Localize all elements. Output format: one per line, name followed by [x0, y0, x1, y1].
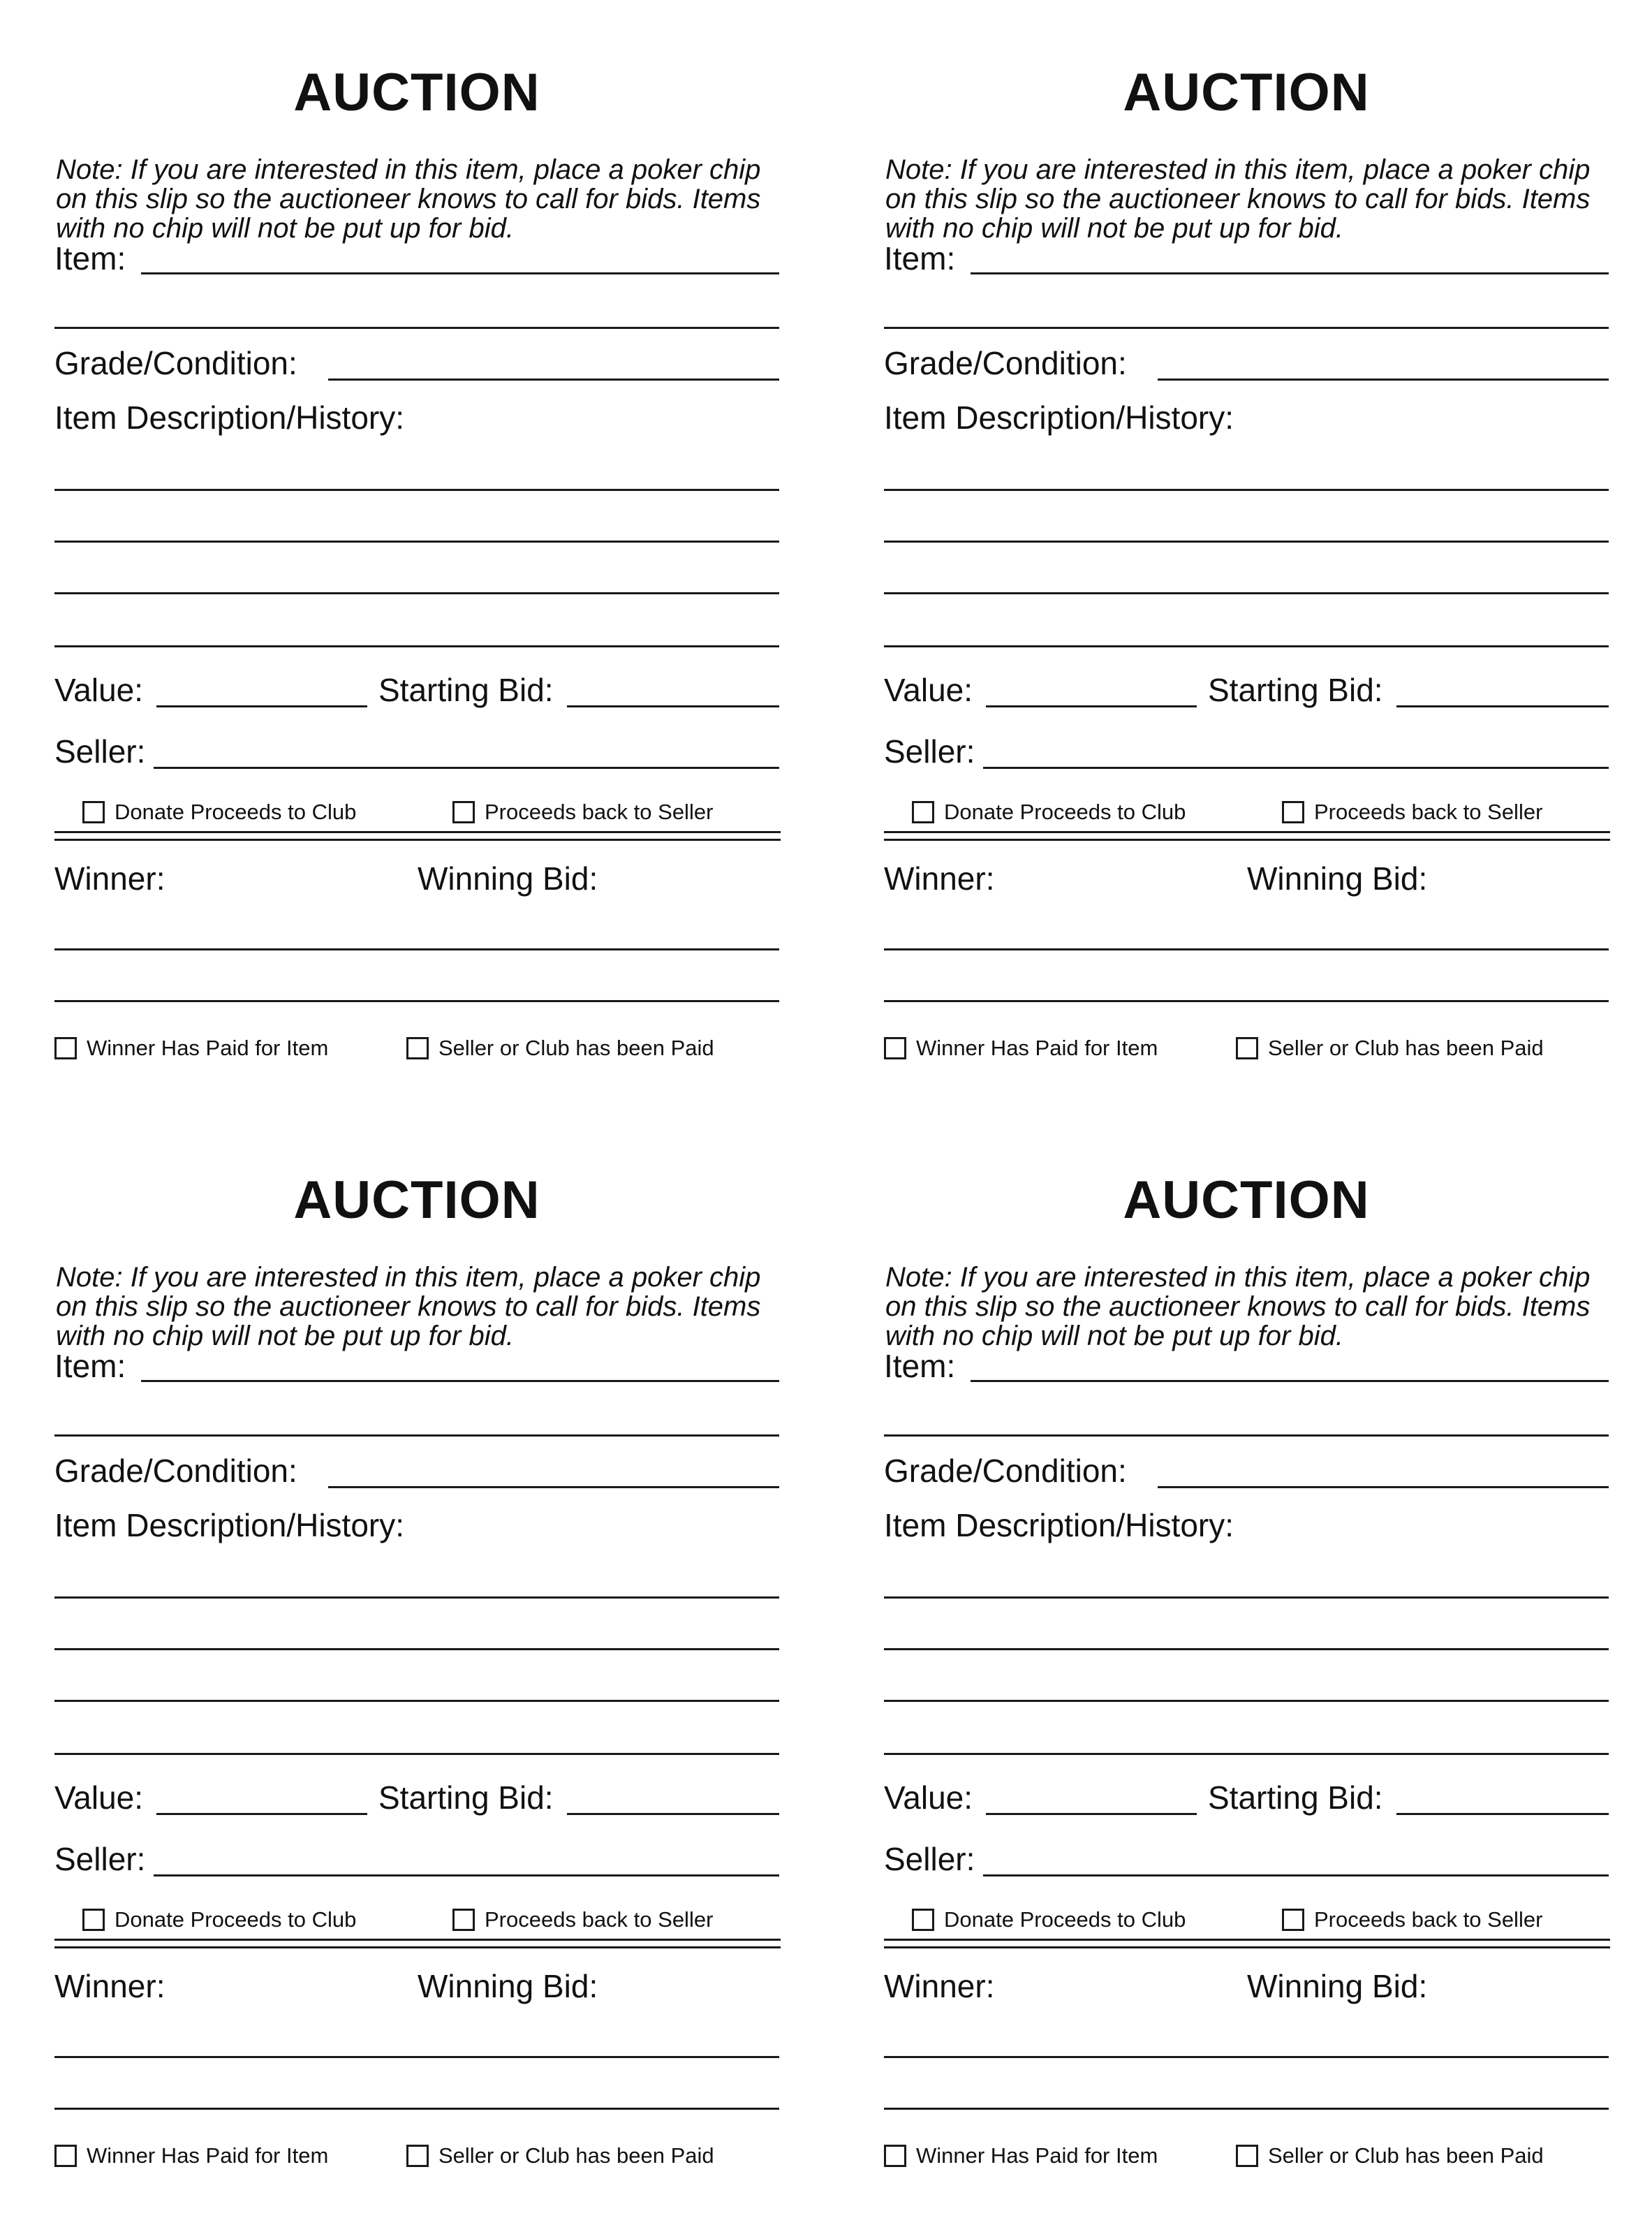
checkbox-icon — [1236, 2145, 1258, 2167]
proceeds-checkbox[interactable] — [452, 799, 713, 825]
winner-line-2[interactable] — [884, 1000, 1609, 1002]
grade-line[interactable] — [328, 379, 779, 381]
winner-paid-checkbox[interactable] — [54, 1035, 328, 1062]
winner-paid-label: Winner Has Paid for Item — [916, 1036, 1158, 1060]
grade-label: Grade/Condition: — [54, 1453, 297, 1489]
value-line[interactable] — [986, 1813, 1197, 1815]
description-line-2[interactable] — [884, 541, 1609, 543]
value-line[interactable] — [986, 705, 1197, 707]
seller-paid-checkbox[interactable] — [406, 1035, 714, 1062]
winner-line-2[interactable] — [884, 2108, 1609, 2110]
section-divider — [54, 831, 781, 841]
donate-checkbox[interactable] — [82, 1907, 356, 1933]
description-line-3[interactable] — [54, 1700, 779, 1702]
seller-line[interactable] — [154, 767, 779, 769]
seller-line[interactable] — [983, 1874, 1609, 1877]
auction-slip-bottom-left — [54, 1170, 779, 2218]
section-divider — [884, 831, 1610, 841]
proceeds-checkbox[interactable] — [1282, 1907, 1542, 1933]
value-label: Value: — [54, 672, 144, 708]
grade-label: Grade/Condition: — [54, 345, 297, 381]
starting-bid-label: Starting Bid: — [1208, 1779, 1383, 1816]
slip-title: AUCTION — [293, 63, 540, 122]
item-line-2[interactable] — [54, 327, 779, 329]
proceeds-label: Proceeds back to Seller — [1314, 1907, 1543, 1932]
description-label: Item Description/History: — [884, 1507, 1234, 1543]
seller-line[interactable] — [154, 1874, 779, 1877]
auction-slip-top-right — [884, 63, 1609, 1110]
checkbox-icon — [82, 801, 105, 823]
checkbox-icon — [884, 2145, 906, 2167]
slip-note — [56, 1263, 779, 1351]
note-line-3: with no chip will not be put up for bid. — [56, 213, 514, 244]
starting-bid-line[interactable] — [567, 705, 779, 707]
proceeds-label: Proceeds back to Seller — [485, 1907, 714, 1932]
winner-paid-checkbox[interactable] — [54, 2143, 328, 2169]
seller-paid-checkbox[interactable] — [1236, 1035, 1544, 1062]
proceeds-label: Proceeds back to Seller — [1314, 800, 1543, 824]
starting-bid-label: Starting Bid: — [1208, 672, 1383, 708]
winner-paid-label: Winner Has Paid for Item — [916, 2143, 1158, 2168]
note-line-2: on this slip so the auctioneer knows to call for bids. Items — [56, 1291, 761, 1322]
donate-label: Donate Proceeds to Club — [944, 1907, 1186, 1932]
checkbox-icon — [406, 1037, 429, 1059]
description-label: Item Description/History: — [54, 399, 405, 436]
checkbox-icon — [1282, 801, 1304, 823]
note-line-2: on this slip so the auctioneer knows to call for bids. Items — [885, 184, 1591, 214]
seller-label: Seller: — [884, 1841, 975, 1877]
seller-label: Seller: — [54, 733, 146, 770]
note-line-3: with no chip will not be put up for bid. — [885, 213, 1343, 244]
item-line[interactable] — [141, 1380, 779, 1382]
slip-note — [885, 1263, 1609, 1351]
donate-label: Donate Proceeds to Club — [115, 1907, 357, 1932]
value-label: Value: — [884, 672, 973, 708]
donate-checkbox[interactable] — [912, 1907, 1186, 1933]
checkbox-icon — [82, 1909, 105, 1931]
description-line-1[interactable] — [54, 489, 779, 491]
winner-label: Winner: — [884, 1968, 995, 2004]
item-label: Item: — [884, 240, 956, 277]
starting-bid-label: Starting Bid: — [378, 1779, 554, 1816]
seller-label: Seller: — [884, 733, 975, 770]
section-divider — [884, 1939, 1610, 1948]
item-line-2[interactable] — [54, 1434, 779, 1437]
proceeds-checkbox[interactable] — [452, 1907, 713, 1933]
description-line-4[interactable] — [54, 1753, 779, 1755]
winning-bid-label: Winning Bid: — [418, 1968, 598, 2004]
slip-note — [56, 155, 779, 243]
winner-paid-label: Winner Has Paid for Item — [87, 1036, 329, 1060]
auction-slip-top-left — [54, 63, 779, 1110]
winner-line-2[interactable] — [54, 2108, 779, 2110]
winning-bid-label: Winning Bid: — [418, 860, 598, 897]
checkbox-icon — [54, 1037, 77, 1059]
winner-paid-checkbox[interactable] — [884, 1035, 1158, 1062]
winner-label: Winner: — [54, 1968, 165, 2004]
seller-paid-checkbox[interactable] — [406, 2143, 714, 2169]
note-line-2: on this slip so the auctioneer knows to call for bids. Items — [56, 184, 761, 214]
checkbox-icon — [884, 1037, 906, 1059]
description-label: Item Description/History: — [54, 1507, 405, 1543]
winner-line-1[interactable] — [884, 948, 1609, 950]
item-line[interactable] — [141, 272, 779, 274]
section-divider — [54, 1939, 781, 1948]
starting-bid-line[interactable] — [1396, 1813, 1609, 1815]
grade-label: Grade/Condition: — [884, 1453, 1127, 1489]
checkbox-icon — [1236, 1037, 1258, 1059]
proceeds-checkbox[interactable] — [1282, 799, 1542, 825]
winner-paid-label: Winner Has Paid for Item — [87, 2143, 329, 2168]
seller-label: Seller: — [54, 1841, 146, 1877]
winner-line-2[interactable] — [54, 1000, 779, 1002]
note-line-3: with no chip will not be put up for bid. — [885, 1321, 1343, 1351]
checkbox-icon — [54, 2145, 77, 2167]
description-line-4[interactable] — [884, 1753, 1609, 1755]
value-line[interactable] — [156, 705, 367, 707]
donate-checkbox[interactable] — [82, 799, 356, 825]
winner-line-1[interactable] — [54, 948, 779, 950]
donate-label: Donate Proceeds to Club — [944, 800, 1186, 824]
winner-line-1[interactable] — [54, 2056, 779, 2058]
winner-line-1[interactable] — [884, 2056, 1609, 2058]
description-line-1[interactable] — [884, 1596, 1609, 1599]
note-line-1: Note: If you are interested in this item, place a poker chip — [56, 1262, 761, 1293]
checkbox-icon — [1282, 1909, 1304, 1931]
value-label: Value: — [54, 1779, 144, 1816]
checkbox-icon — [452, 1909, 475, 1931]
seller-paid-label: Seller or Club has been Paid — [438, 1036, 714, 1060]
auction-slip-bottom-right — [884, 1170, 1609, 2218]
note-line-3: with no chip will not be put up for bid. — [56, 1321, 514, 1351]
checkbox-icon — [452, 801, 475, 823]
winner-paid-checkbox[interactable] — [884, 2143, 1158, 2169]
slip-note — [885, 155, 1609, 243]
item-label: Item: — [54, 240, 126, 277]
starting-bid-label: Starting Bid: — [378, 672, 554, 708]
value-line[interactable] — [156, 1813, 367, 1815]
winner-label: Winner: — [884, 860, 995, 897]
description-line-3[interactable] — [54, 592, 779, 594]
donate-label: Donate Proceeds to Club — [115, 800, 357, 824]
description-line-2[interactable] — [884, 1648, 1609, 1650]
description-line-3[interactable] — [884, 1700, 1609, 1702]
item-line[interactable] — [971, 1380, 1609, 1382]
note-line-1: Note: If you are interested in this item, place a poker chip — [56, 154, 761, 185]
item-line[interactable] — [971, 272, 1609, 274]
slip-title: AUCTION — [1123, 1170, 1370, 1230]
winning-bid-label: Winning Bid: — [1247, 860, 1428, 897]
grade-line[interactable] — [328, 1486, 779, 1488]
description-line-1[interactable] — [884, 489, 1609, 491]
proceeds-label: Proceeds back to Seller — [485, 800, 714, 824]
checkbox-icon — [912, 801, 934, 823]
note-line-1: Note: If you are interested in this item, place a poker chip — [885, 154, 1591, 185]
slip-title: AUCTION — [293, 1170, 540, 1230]
description-line-4[interactable] — [54, 645, 779, 647]
seller-line[interactable] — [983, 767, 1609, 769]
description-line-2[interactable] — [54, 541, 779, 543]
donate-checkbox[interactable] — [912, 799, 1186, 825]
grade-line[interactable] — [1158, 379, 1609, 381]
seller-paid-checkbox[interactable] — [1236, 2143, 1544, 2169]
description-line-3[interactable] — [884, 592, 1609, 594]
grade-label: Grade/Condition: — [884, 345, 1127, 381]
grade-line[interactable] — [1158, 1486, 1609, 1488]
starting-bid-line[interactable] — [1396, 705, 1609, 707]
checkbox-icon — [406, 2145, 429, 2167]
item-label: Item: — [884, 1348, 956, 1384]
starting-bid-line[interactable] — [567, 1813, 779, 1815]
item-label: Item: — [54, 1348, 126, 1384]
item-line-2[interactable] — [884, 1434, 1609, 1437]
note-line-1: Note: If you are interested in this item, place a poker chip — [885, 1262, 1591, 1293]
description-line-2[interactable] — [54, 1648, 779, 1650]
seller-paid-label: Seller or Club has been Paid — [1268, 1036, 1544, 1060]
checkbox-icon — [912, 1909, 934, 1931]
item-line-2[interactable] — [884, 327, 1609, 329]
value-label: Value: — [884, 1779, 973, 1816]
description-line-1[interactable] — [54, 1596, 779, 1599]
slip-title: AUCTION — [1123, 63, 1370, 122]
description-label: Item Description/History: — [884, 399, 1234, 436]
note-line-2: on this slip so the auctioneer knows to call for bids. Items — [885, 1291, 1591, 1322]
seller-paid-label: Seller or Club has been Paid — [1268, 2143, 1544, 2168]
winner-label: Winner: — [54, 860, 165, 897]
seller-paid-label: Seller or Club has been Paid — [438, 2143, 714, 2168]
description-line-4[interactable] — [884, 645, 1609, 647]
winning-bid-label: Winning Bid: — [1247, 1968, 1428, 2004]
